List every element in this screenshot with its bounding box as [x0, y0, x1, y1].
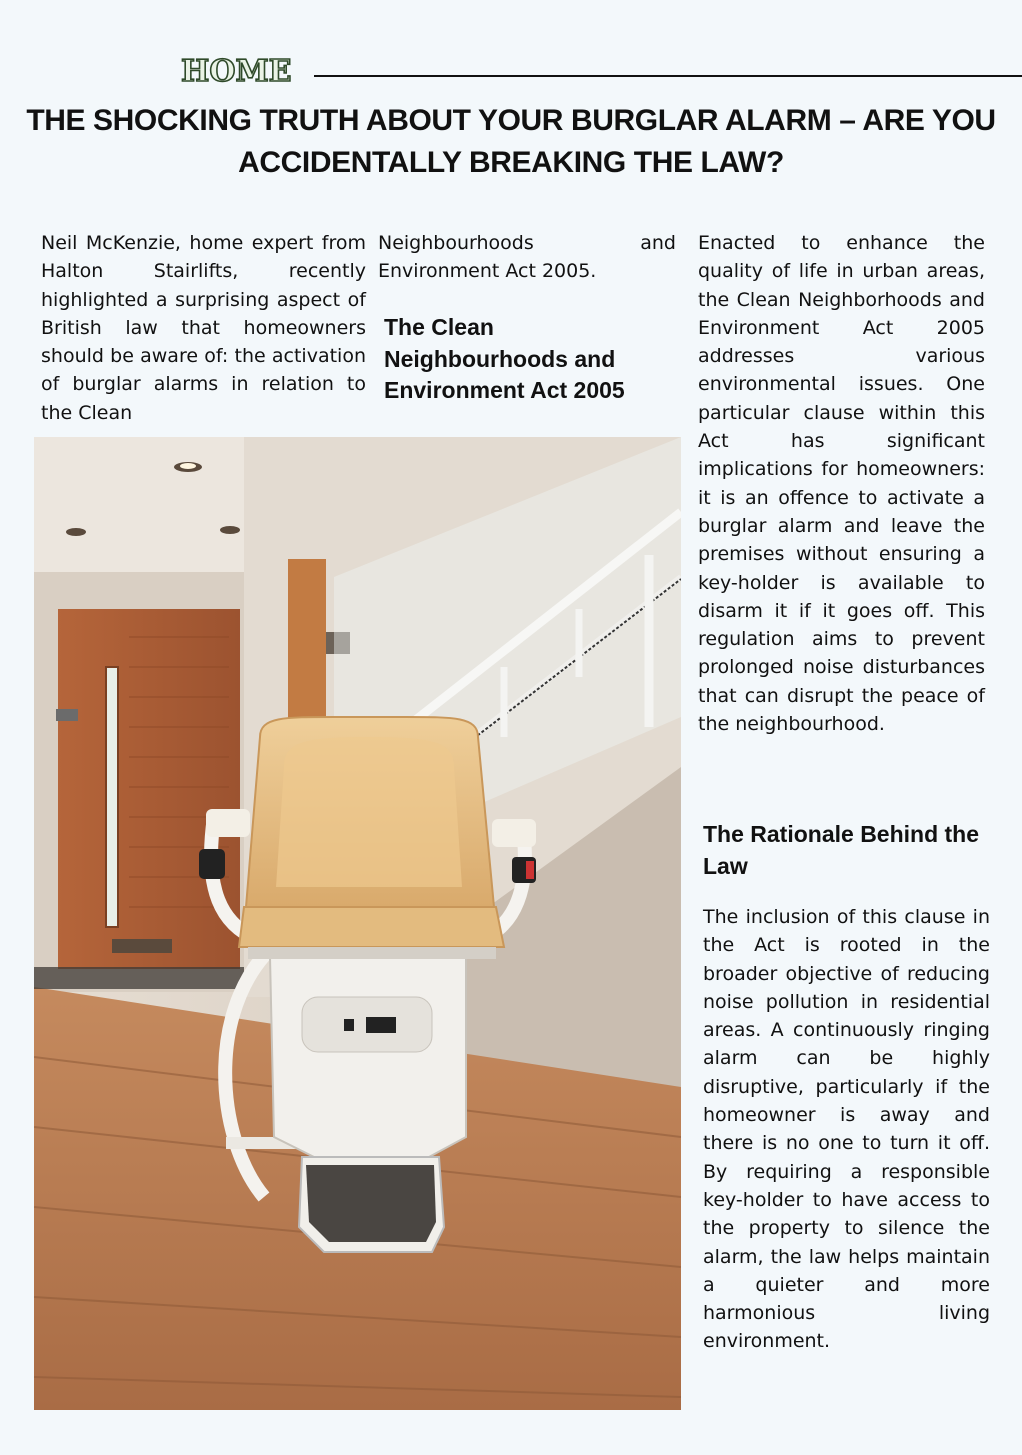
- section-label: HOME: [181, 54, 292, 89]
- intro-paragraph: Neil McKenzie, home expert from Halton Stairlifts, recently highlighted a surprising aspect of British law that homeowners should be aware of: the activation of burglar alarms in relation to the Clean: [41, 232, 366, 424]
- article-headline: THE SHOCKING TRUTH ABOUT YOUR BURGLAR ALARM – ARE YOU ACCIDENTALLY BREAKING THE LAW?: [26, 104, 996, 179]
- section-divider: [314, 75, 1022, 77]
- subheading-act: The Clean Neighbourhoods and Environment Act 2005: [384, 314, 625, 403]
- rationale-paragraph: The inclusion of this clause in the Act is rooted in the broader objective of reducing noise pollution in residential areas. A continuously ringing alarm can be highly disruptive, particularly if the homeowner is away and there is no one to turn it off. By requiring a responsible key-holder to have access to the property to silence the alarm, the law helps maintain a quieter and more harmonious living environment.: [703, 906, 990, 1353]
- intro-paragraph-continued: Neighbourhoods and Environment Act 2005.: [378, 232, 676, 283]
- stairlift-photo: [34, 437, 681, 1410]
- act-paragraph: Enacted to enhance the quality of life in urban areas, the Clean Neighborhoods and Environment Act 2005 addresses various environmental issues. One particular clause within this Act has significant implications for homeowners: it is an offence to activate a burglar alarm and leave the premises without ensuring a key-holder is available to disarm it if it goes off. This regulation aims to prevent prolonged noise disturbances that can disrupt the peace of the neighbourhood.: [698, 232, 985, 736]
- subheading-rationale: The Rationale Behind the Law: [703, 821, 980, 879]
